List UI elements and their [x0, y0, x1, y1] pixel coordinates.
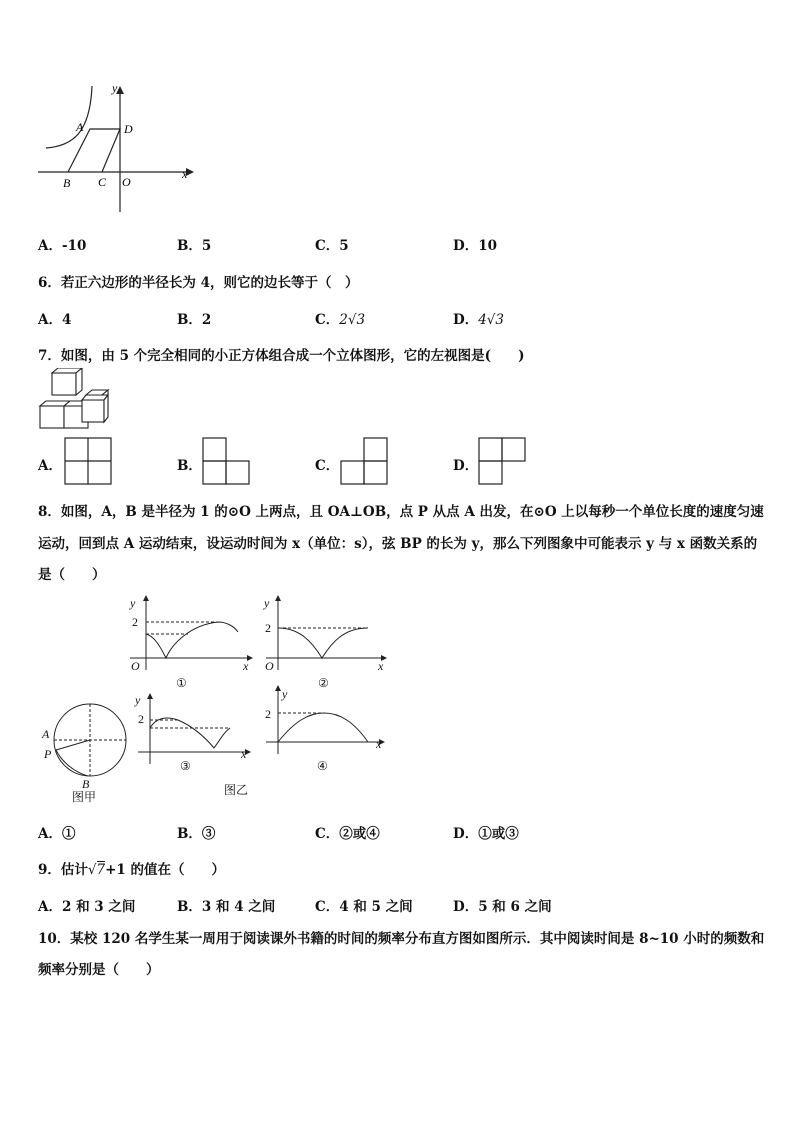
q9-option-c: C．4 和 5 之间: [315, 899, 413, 915]
q8-graph1-x: x: [243, 659, 249, 673]
q8-graph4-tick: 2: [265, 707, 271, 721]
q8-option-c: C．②或④: [315, 826, 380, 842]
q8-graph2-x: x: [378, 659, 384, 673]
q8-graph2-tick: 2: [265, 621, 271, 635]
q6-option-d-letter: D．: [453, 312, 479, 328]
q9-option-d: D．5 和 6 之间: [453, 899, 552, 915]
fig5-label-d: D: [124, 122, 133, 136]
q8-graph2-y: y: [264, 596, 270, 610]
q8-option-d: D．①或③: [453, 826, 519, 842]
q8-graph1-origin: O: [131, 659, 140, 673]
q6-option-c: [315, 308, 365, 328]
q9-radicand: 7: [96, 862, 106, 878]
q8-graph4-x: x: [376, 737, 382, 751]
q8-graph1-y: y: [130, 596, 136, 610]
q9-suffix: +1 的值在（ ）: [105, 862, 226, 878]
q8-graph4-y: y: [282, 687, 288, 701]
q7-option-d-figure: [478, 437, 528, 485]
q8-graph1-tick: 2: [132, 615, 138, 629]
fig5-label-b: B: [63, 176, 71, 190]
q8-graph2-origin: O: [265, 659, 274, 673]
q9-prefix: 9．估计: [38, 862, 88, 878]
q5-option-a: A．-10: [38, 238, 87, 254]
q7-option-a-letter: A．: [38, 458, 62, 474]
q8-circle-b: B: [82, 777, 90, 791]
q6-option-a: A．4: [38, 312, 72, 328]
fig5-label-a: A: [76, 120, 84, 134]
q7-cube-figure: [38, 368, 110, 430]
q8-option-a: A．①: [38, 826, 76, 842]
q8-option-b: B．③: [177, 826, 216, 842]
q10-question-line-1: 10．某校 120 名学生某一周用于阅读课外书籍的时间的频率分布直方图如图所示．其中阅读时间是 8~10 小时的频数和: [38, 931, 765, 947]
q8-graph3-label: ③: [180, 759, 191, 773]
q8-graph4-label: ④: [317, 759, 328, 773]
q6-option-c-letter: C．: [315, 312, 340, 328]
q6-option-c-math: 2√3: [339, 312, 366, 328]
q7-question: 7．如图，由 5 个完全相同的小正方体组合成一个立体图形，它的左视图是( ): [38, 348, 525, 364]
q8-circle-p: P: [44, 747, 52, 761]
q7-option-b-letter: B．: [177, 458, 202, 474]
q6-option-d-math: 4√3: [478, 312, 504, 328]
q5-option-c: C．5: [315, 238, 349, 254]
q7-option-b-figure: [202, 437, 252, 485]
q5-coordinate-figure: [30, 78, 200, 218]
q10-question-line-2: 频率分别是（ ）: [38, 962, 160, 978]
q7-option-d-letter: D．: [453, 458, 479, 474]
q9-option-a: A．2 和 3 之间: [38, 899, 136, 915]
q6-question: 6．若正六边形的半径长为 4，则它的边长等于（ ）: [38, 275, 359, 291]
q9-option-b: B．3 和 4 之间: [177, 899, 276, 915]
q8-caption-jia: 图甲: [72, 790, 97, 804]
q8-graph2-label: ②: [318, 676, 329, 690]
q8-graph3-y: y: [135, 693, 141, 707]
q5-option-d: D．10: [453, 238, 497, 254]
q8-question-line-2: 运动，回到点 A 运动结束，设运动时间为 x（单位：s），弦 BP 的长为 y，那么下列图象中可能表示 y 与 x 函数关系的: [38, 536, 758, 552]
q5-option-b: B．5: [177, 238, 212, 254]
q6-option-b: B．2: [177, 312, 212, 328]
fig5-label-x: x: [182, 167, 188, 181]
q8-circle-a: A: [42, 727, 50, 741]
q7-option-c-letter: C．: [315, 458, 340, 474]
fig5-label-c: C: [98, 175, 107, 189]
q8-graph3-tick: 2: [138, 712, 144, 726]
q6-option-d: [453, 308, 504, 328]
q8-graph3-x: x: [241, 747, 247, 761]
q8-graph1-label: ①: [176, 676, 187, 690]
q8-question-line-3: 是（ ）: [38, 567, 106, 583]
q9-sqrt: √7: [87, 862, 106, 878]
q9-question: [38, 858, 225, 878]
q8-question-line-1: 8．如图，A，B 是半径为 1 的⊙O 上两点，且 OA⊥OB，点 P 从点 A 出发，在⊙O 上以每秒一个单位长度的速度匀速: [38, 504, 764, 520]
fig5-label-o: O: [122, 175, 131, 189]
q7-option-c-figure: [340, 437, 390, 485]
q8-figure: [38, 592, 388, 806]
fig5-label-y: y: [112, 81, 118, 95]
q8-caption-yi: 图乙: [224, 783, 249, 797]
q7-option-a-figure: [64, 437, 112, 485]
